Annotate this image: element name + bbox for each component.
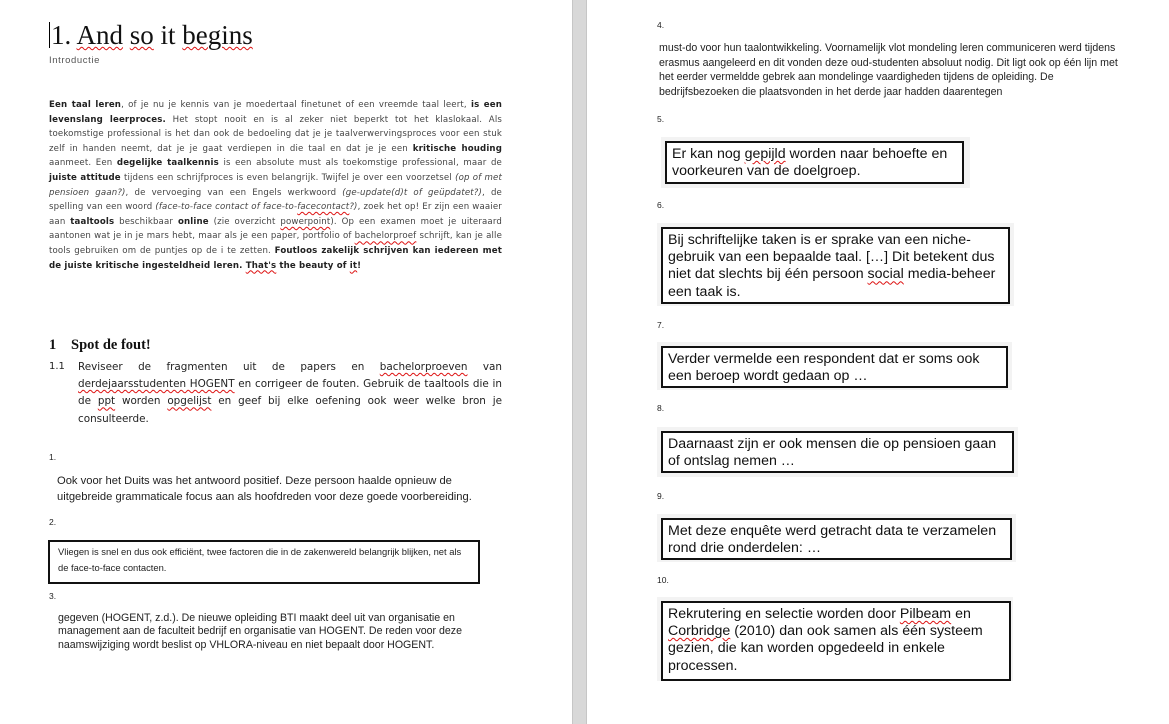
fragment-number: 7. [657,320,665,330]
document-page-right[interactable] [587,0,1169,724]
fragment-number: 3. [49,591,57,601]
section-title: Spot de fout! [71,337,151,353]
fragment-number: 5. [657,114,665,124]
exercise-instruction: Reviseer de fragmenten uit de papers en bachelorproeven van derdejaarsstudenten HOGENT en corrigeer de fouten. Gebruik de taaltools die in de ppt worden opgelijst en geef bij elke oefening ook weer welke bron je consulteerde. [78,361,503,425]
fragment-text-box: Bij schriftelijke taken is er sprake van een niche-gebruik van een bepaalde taal. […] Dit betekent dus niet dat slechts bij één persoon social media-beheer een taak is. [661,227,1010,304]
fragment-image[interactable] [657,342,1012,390]
fragment-image[interactable] [661,137,970,188]
fragment-image[interactable]: must-do voor hun taalontwikkeling. Voornamelijk vlot mondeling leren communiceren werd tijdens erasmus aangeleerd en dit vonden deze oud-studenten absoluut nodig. Dit ligt ook op één lijn met het eerder vermeldde gebrek aan mondelinge vaardigheden tijdens de opleiding. De bedrijfsbezoeken die plaatsvonden in het derde jaar hadden daarentegen [659,42,1118,98]
fragment-text-box: Verder vermelde een respondent dat er soms ook een beroep wordt gedaan op … [661,346,1008,388]
intro-paragraph: Een taal leren, of je nu je kennis van je moedertaal finetunet of een vreemde taal leert, is een levenslang leerproces. Het stopt nooit en is al zeker niet beperkt tot het klaslokaal. Als toekomstige professional is het dan ook de bedoeling dat je je taalverwervingsproces voor een stuk zelf in handen neemt, dat je je gaat verdiepen in die taal en dat je je een kritische houding aanmeet. Een degelijke taalkennis is een absolute must als toekomstige professional, maar de juiste attitude tijdens een schrijfproces is even belangrijk. Twijfel je over een voorzetsel (op of met pensioen gaan?), de vervoeging van een Engels werkwoord (ge-update(d)t of geüpdatet?), de spelling van een woord (face-to-face contact of face-to-facecontact?), zoek het op! Er zijn een waaier aan taaltools beschikbaar online (zie overzicht powerpoint). Op een examen moet je uiteraard aantonen wat je in je mars hebt, maar als je een paper, portfolio of bachelorproef schrijft, kan je alle tools gebruiken om de puntjes op de i te zetten. Foutloos zakelijk schrijven kan iedereen met de juiste kritische ingesteldheid leren. That's the beauty of it! [49,100,503,271]
fragment-number: 10. [657,575,669,585]
title-word: begins [182,20,253,50]
fragment-number: 8. [657,403,665,413]
fragment-text-box: Met deze enquête werd getracht data te verzamelen rond drie onderdelen: … [661,518,1012,560]
fragment-text-box: Er kan nog gepijld worden naar behoefte en voorkeuren van de doelgroep. [665,141,964,184]
fragment-image[interactable]: gegeven (HOGENT, z.d.). De nieuwe opleiding BTI maakt deel uit van organisatie en management aan de faculteit bedrijf en organisatie van HOGENT. De reden voor deze naamswijziging wordt beslist op VHLORA-niveau en niet bepaalt door HOGENT. [58,612,462,651]
fragment-number: 6. [657,200,665,210]
fragment-image[interactable]: Ook voor het Duits was het antwoord positief. Deze persoon haalde opnieuw de uitgebreide grammaticale focus aan als hoofdreden voor deze goede voorbereiding. [57,475,472,503]
title-word: And [76,20,124,50]
section-heading [49,337,151,354]
fragment-image[interactable] [657,597,1013,681]
fragment-image[interactable]: Vliegen is snel en dus ook efficiënt, twee factoren die in de zakenwereld belangrijk blijken, net als de face-to-face contacten. [48,540,480,584]
section-number: 1 [49,337,57,353]
exercise-number: 1.1 [49,361,65,372]
title-word: so [129,20,154,50]
title-number: 1. [51,20,72,50]
text-cursor [49,22,50,48]
document-subtitle: Introductie [49,55,100,66]
fragment-image[interactable] [657,514,1016,562]
fragment-number: 1. [49,452,57,462]
page-gutter [572,0,587,724]
fragment-number: 4. [657,20,665,30]
document-title [49,20,253,51]
title-word: it [160,20,176,50]
document-page-left[interactable] [0,0,572,724]
fragment-number: 9. [657,491,665,501]
fragment-text-box: Daarnaast zijn er ook mensen die op pensioen gaan of ontslag nemen … [661,431,1014,473]
fragment-number: 2. [49,517,57,527]
fragment-image[interactable] [657,223,1014,306]
fragment-image[interactable] [657,427,1018,477]
fragment-text-box: Rekrutering en selectie worden door Pilbeam en Corbridge (2010) dan ook samen als één systeem gezien, die kan worden opgedeeld in enkele processen. [661,601,1011,681]
